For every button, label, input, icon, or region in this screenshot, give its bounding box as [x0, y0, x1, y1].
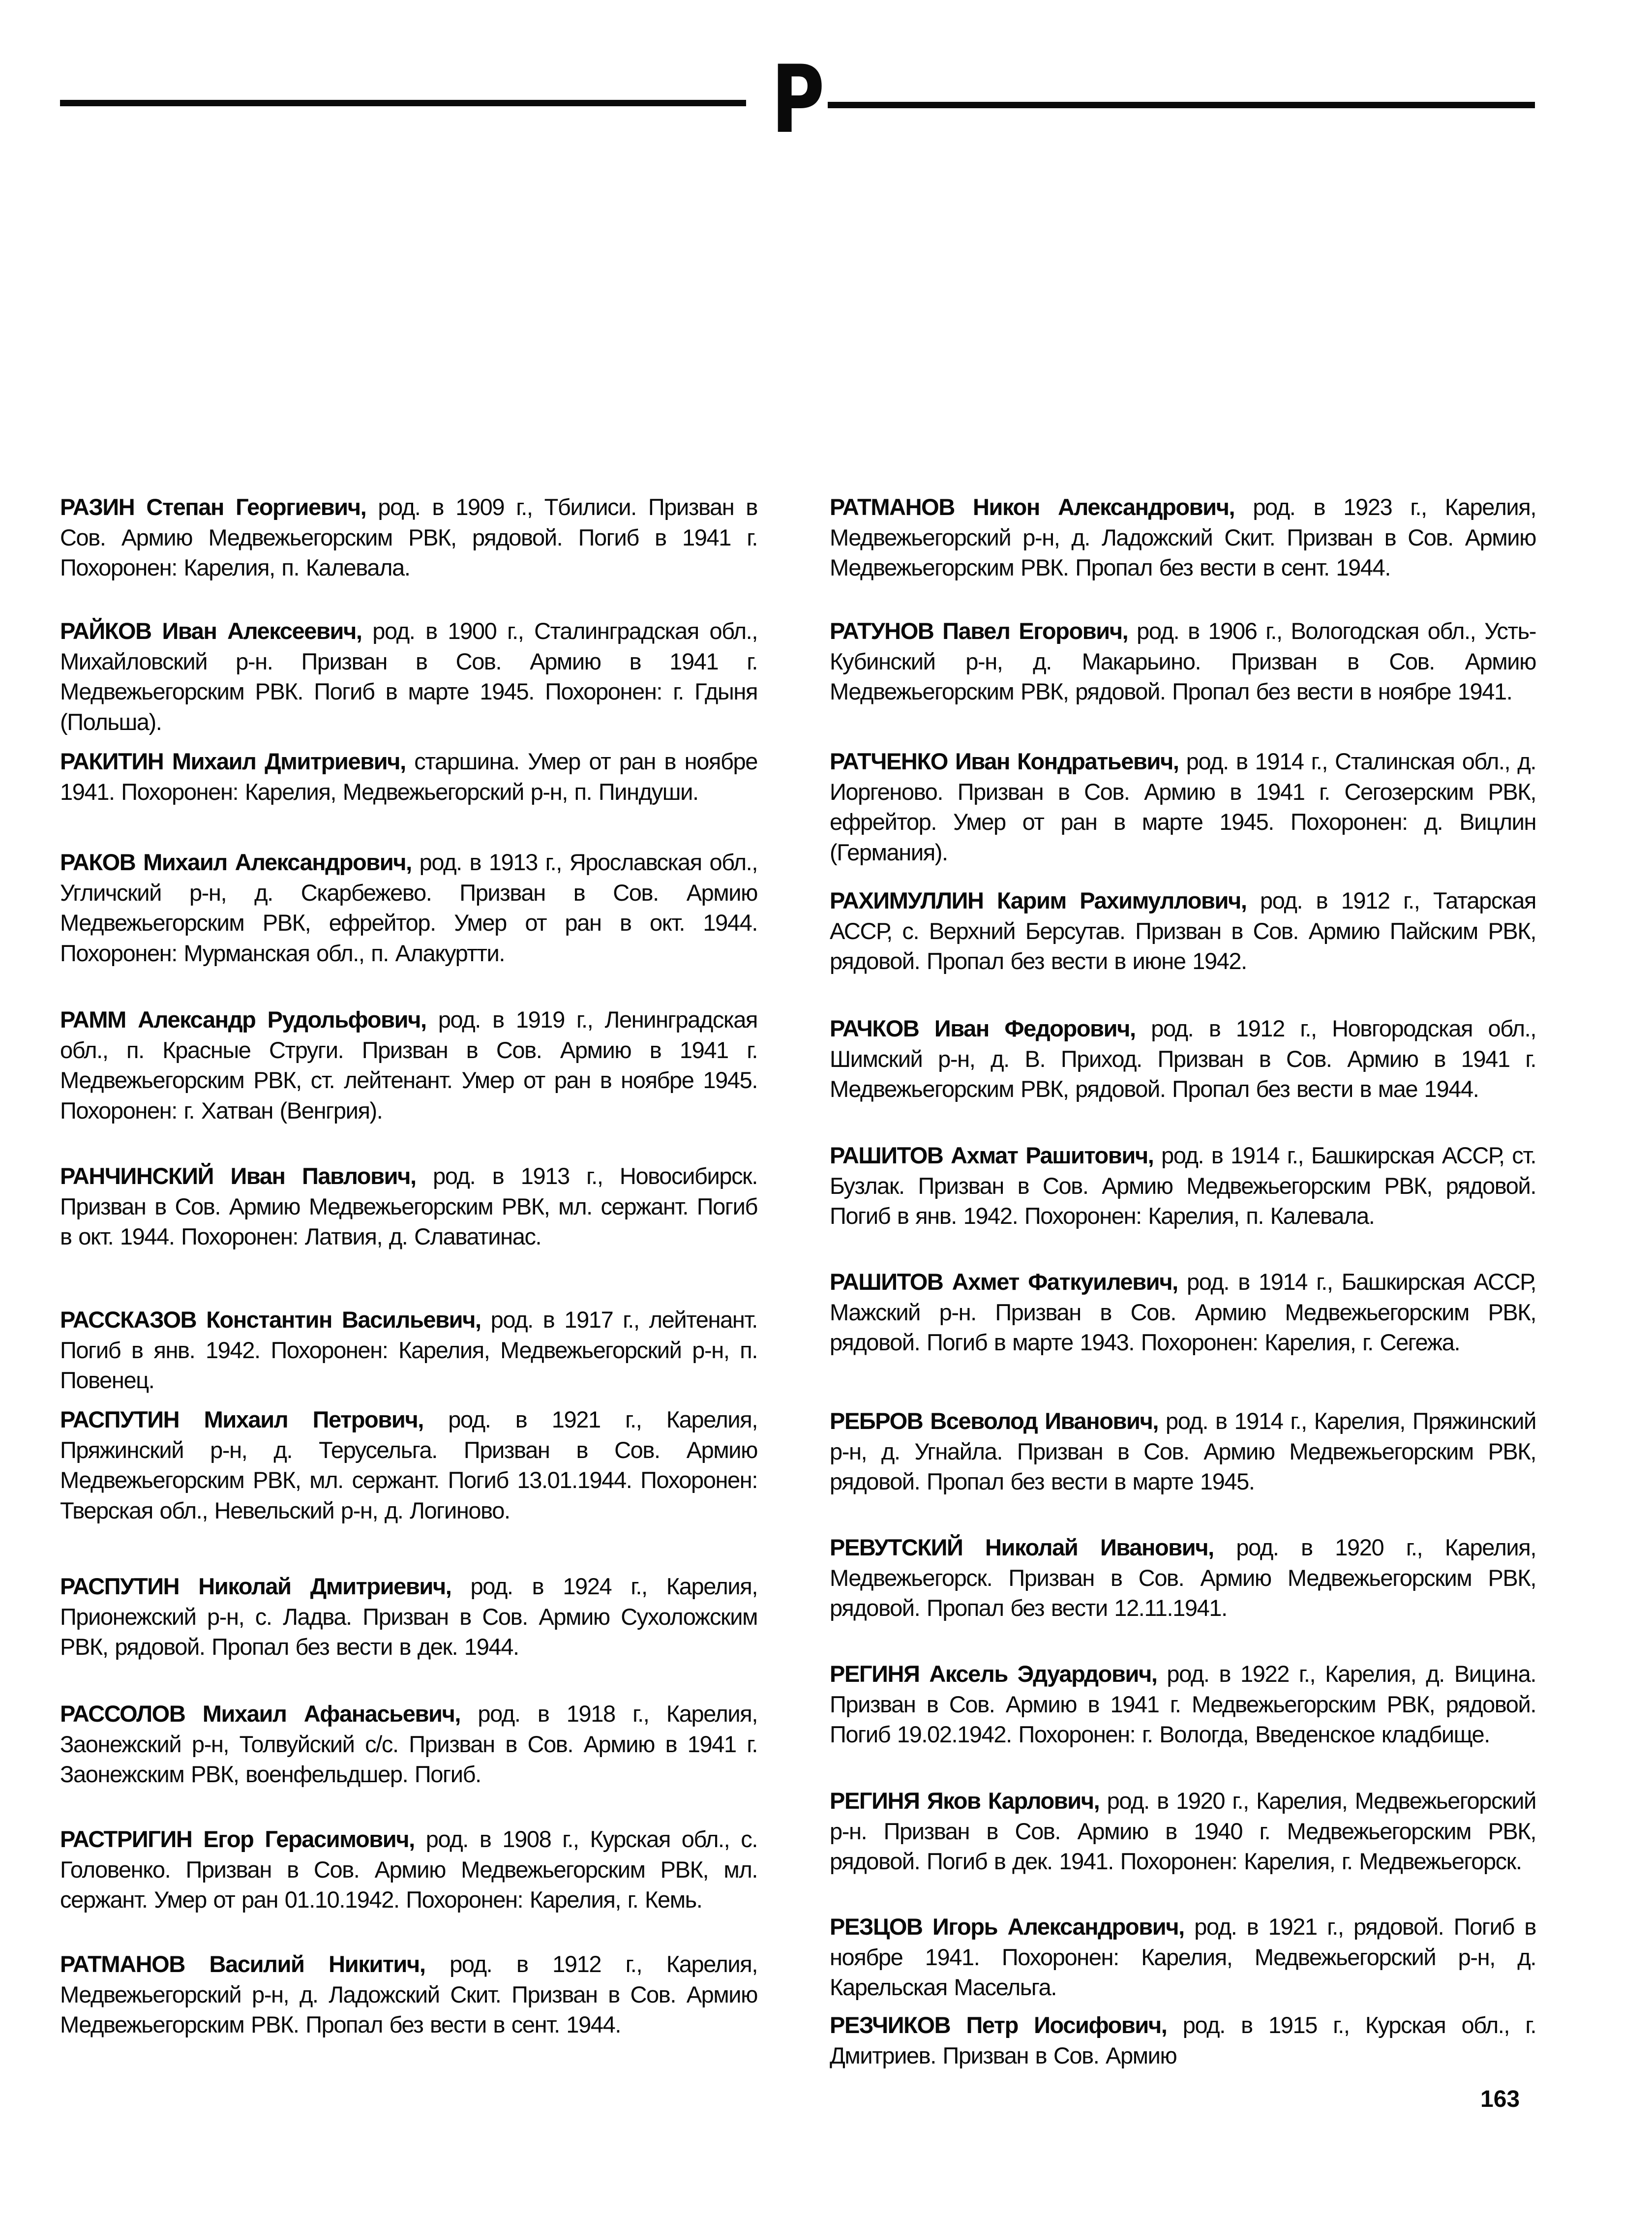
page-number: 163	[1480, 2086, 1520, 2112]
entry	[60, 1161, 757, 1252]
entry	[60, 1824, 757, 1915]
entry-text: род. в 1923 г., Карелия, Медвежьегорский р-н, д. Ладожский Скит. Призван в Сов. Армию Медвежьегорским РВК. Пропал без вести в сент. 1944.	[830, 494, 1536, 580]
entry	[60, 1699, 757, 1790]
entry-text: род. в 1920 г., Карелия, Медвежьегорский р-н. Призван в Сов. Армию в 1940 г. Медвежьегорским РВК, рядовой. Погиб в дек. 1941. Похоронен: Карелия, г. Медвежьегорск.	[830, 1788, 1536, 1874]
entry-text: род. в 1914 г., Башкирская АССР, ст. Бузлак. Призван в Сов. Армию Медвежьегорским РВК, рядовой. Погиб в янв. 1942. Похоронен: Карелия, п. Калевала.	[830, 1142, 1536, 1229]
entry-given-name: Никон Александрович,	[973, 494, 1235, 520]
entry	[60, 1305, 757, 1396]
entry	[830, 2010, 1536, 2070]
entry-surname: РЕБРОВ	[830, 1408, 923, 1434]
entry-given-name: Константин Васильевич,	[206, 1307, 481, 1333]
entry-heading	[830, 1269, 1178, 1295]
entry-text: род. в 1912 г., Татарская АССР, с. Верхний Берсутав. Призван в Сов. Армию Пайским РВК, рядовой. Пропал без вести в июне 1942.	[830, 887, 1536, 974]
entry-heading	[830, 887, 1247, 913]
entry-text: род. в 1917 г., лейтенант. Погиб в янв. 1942. Похоронен: Карелия, Медвежьегорский р-н, п. Повенец.	[60, 1307, 757, 1393]
entry-given-name: Всеволод Иванович,	[930, 1408, 1159, 1434]
entry-heading	[60, 748, 406, 774]
entry-given-name: Аксель Эдуардович,	[929, 1661, 1157, 1687]
entry-surname: РЕЗЧИКОВ	[830, 2012, 951, 2038]
entry	[60, 1571, 757, 1662]
entry-heading	[830, 1015, 1136, 1041]
entry-text: род. в 1924 г., Карелия, Прионежский р-н, с. Ладва. Призван в Сов. Армию Сухоложским РВК, рядовой. Пропал без вести в дек. 1944.	[60, 1573, 757, 1660]
entry-text: род. в 1900 г., Сталинградская обл., Михайловский р-н. Призван в Сов. Армию в 1941 г. Медвежьегорским РВК. Погиб в марте 1945. Похоронен: г. Гдыня (Польша).	[60, 618, 757, 735]
entry-heading	[830, 1534, 1214, 1560]
entry-surname: РЕВУТСКИЙ	[830, 1534, 963, 1560]
entry-text: род. в 1922 г., Карелия, д. Вицина. Призван в Сов. Армию в 1941 г. Медвежьегорским РВК, рядовой. Погиб 19.02.1942. Похоронен: г. Вологда, Введенское кладбище.	[830, 1661, 1536, 1747]
entry	[830, 1013, 1536, 1104]
entry	[60, 1404, 757, 1525]
entry-surname: РАЙКОВ	[60, 618, 151, 644]
entry-given-name: Александр Рудольфович,	[138, 1006, 426, 1033]
entry	[60, 492, 757, 583]
entry-surname: РЕГИНЯ	[830, 1788, 920, 1814]
entry-surname: РАССКАЗОВ	[60, 1307, 197, 1333]
header-rule-right	[828, 102, 1535, 108]
entry	[830, 1786, 1536, 1877]
entry-heading	[830, 494, 1234, 520]
entry-text: род. в 1913 г., Ярославская обл., Угличский р-н, д. Скарбежево. Призван в Сов. Армию Медвежьегорским РВК, ефрейтор. Умер от ран в окт. 1944. Похоронен: Мурманская обл., п. Алакуртти.	[60, 849, 757, 966]
entry-text: род. в 1915 г., Курская обл., г. Дмитриев. Призван в Сов. Армию	[830, 2012, 1536, 2068]
entry-surname: РАХИМУЛЛИН	[830, 887, 984, 913]
entry-surname: РАЧКОВ	[830, 1015, 919, 1041]
entry-given-name: Василий Никитич,	[209, 1951, 425, 1977]
entry-heading	[60, 618, 362, 644]
entry-text: род. в 1920 г., Карелия, Медвежьегорск. Призван в Сов. Армию Медвежьегорским РВК, рядовой. Пропал без вести 12.11.1941.	[830, 1534, 1536, 1621]
entry-heading	[830, 618, 1128, 644]
entry-given-name: Степан Георгиевич,	[146, 494, 366, 520]
entry-given-name: Михаил Петрович,	[204, 1406, 423, 1432]
entry-surname: РАТЧЕНКО	[830, 748, 948, 774]
entry-heading	[60, 1163, 416, 1189]
entry-text: род. в 1914 г., Карелия, Пряжинский р-н, д. Угнайла. Призван в Сов. Армию Медвежьегорским РВК, рядовой. Пропал без вести в марте 1945.	[830, 1408, 1536, 1494]
entry	[830, 616, 1536, 707]
entry-given-name: Николай Дмитриевич,	[198, 1573, 451, 1599]
entry-heading	[830, 1142, 1153, 1168]
entry	[830, 1912, 1536, 2003]
entry	[60, 1949, 757, 2040]
entry-text: род. в 1909 г., Тбилиси. Призван в Сов. Армию Медвежьегорским РВК, рядовой. Погиб в 1941 г. Похоронен: Карелия, п. Калевала.	[60, 494, 757, 580]
entry	[830, 1267, 1536, 1358]
entry-heading	[60, 1307, 481, 1333]
entry	[60, 1004, 757, 1125]
entry-given-name: Иван Кондратьевич,	[955, 748, 1179, 774]
entry-heading	[60, 1406, 423, 1432]
entry-given-name: Ахмет Фаткуилевич,	[952, 1269, 1178, 1295]
entry-surname: РАНЧИНСКИЙ	[60, 1163, 214, 1189]
header-rule-left	[60, 100, 746, 106]
entry-given-name: Ахмат Рашитович,	[951, 1142, 1154, 1168]
entry-text: род. в 1906 г., Вологодская обл., Усть-Кубинский р-н, д. Макарьино. Призван в Сов. Армию Медвежьегорским РВК, рядовой. Пропал без вести в ноябре 1941.	[830, 618, 1536, 704]
entry-text: род. в 1919 г., Ленинградская обл., п. Красные Струги. Призван в Сов. Армию в 1941 г. Медвежьегорским РВК, ст. лейтенант. Умер от ран в ноябре 1945. Похоронен: г. Хатван (Венгрия).	[60, 1006, 757, 1124]
entry-heading	[60, 1701, 460, 1727]
entry-heading	[60, 1826, 415, 1852]
entry-given-name: Михаил Александрович,	[143, 849, 412, 875]
entry-surname: РАСПУТИН	[60, 1573, 180, 1599]
entry	[830, 746, 1536, 867]
entry-surname: РЕЗЦОВ	[830, 1914, 923, 1940]
entry-heading	[60, 1006, 426, 1033]
entry-text: род. в 1918 г., Карелия, Заонежский р-н, Толвуйский с/с. Призван в Сов. Армию в 1941 г. Заонежским РВК, военфельдшер. Погиб.	[60, 1701, 757, 1787]
entry	[60, 616, 757, 737]
entry-given-name: Павел Егорович,	[942, 618, 1128, 644]
entry-surname: РАШИТОВ	[830, 1269, 943, 1295]
entry-surname: РАТМАНОВ	[60, 1951, 185, 1977]
entry-surname: РЕГИНЯ	[830, 1661, 920, 1687]
entry-surname: РАММ	[60, 1006, 126, 1033]
entry-surname: РАССОЛОВ	[60, 1701, 185, 1727]
section-letter: Р	[771, 45, 825, 154]
entry	[830, 885, 1536, 976]
entry-heading	[830, 2012, 1167, 2038]
entry-given-name: Михаил Афанасьевич,	[202, 1701, 460, 1727]
entry-text: род. в 1912 г., Карелия, Медвежьегорский р-н, д. Ладожский Скит. Призван в Сов. Армию Медвежьегорским РВК. Пропал без вести в сент. 1944.	[60, 1951, 757, 2037]
entry-text: род. в 1921 г., Карелия, Пряжинский р-н, д. Терусельга. Призван в Сов. Армию Медвежьегорским РВК, мл. сержант. Погиб 13.01.1944. Похоронен: Тверская обл., Невельский р-н, д. Логиново.	[60, 1406, 757, 1523]
entry-given-name: Иван Федорович,	[934, 1015, 1136, 1041]
entry-given-name: Николай Иванович,	[985, 1534, 1214, 1560]
entry-heading	[60, 1951, 425, 1977]
entry-heading	[60, 849, 412, 875]
entry	[60, 746, 757, 807]
entry-given-name: Иван Павлович,	[230, 1163, 416, 1189]
entry-surname: РАТМАНОВ	[830, 494, 955, 520]
entry-heading	[830, 748, 1179, 774]
entry-heading	[60, 494, 366, 520]
entry	[830, 1140, 1536, 1231]
entry	[830, 1532, 1536, 1623]
entry-surname: РАТУНОВ	[830, 618, 934, 644]
entry-given-name: Яков Карлович,	[927, 1788, 1100, 1814]
entry-text: род. в 1912 г., Новгородская обл., Шимский р-н, д. В. Приход. Призван в Сов. Армию в 1941 г. Медвежьегорским РВК, рядовой. Пропал без вести в мае 1944.	[830, 1015, 1536, 1102]
entry-text: род. в 1914 г., Башкирская АССР, Мажский р-н. Призван в Сов. Армию Медвежьегорским РВК, рядовой. Погиб в марте 1943. Похоронен: Карелия, г. Сегежа.	[830, 1269, 1536, 1355]
entry-surname: РАКИТИН	[60, 748, 164, 774]
entry-heading	[830, 1408, 1158, 1434]
entry	[830, 492, 1536, 583]
entry-heading	[60, 1573, 451, 1599]
entry-text: род. в 1914 г., Сталинская обл., д. Иоргеново. Призван в Сов. Армию в 1941 г. Сегозерским РВК, ефрейтор. Умер от ран в марте 1945. Похоронен: д. Вицлин (Германия).	[830, 748, 1536, 865]
entry-given-name: Петр Иосифович,	[966, 2012, 1167, 2038]
entry-text: род. в 1913 г., Новосибирск. Призван в Сов. Армию Медвежьегорским РВК, мл. сержант. Погиб в окт. 1944. Похоронен: Латвия, д. Славатинас.	[60, 1163, 757, 1249]
entry-given-name: Карим Рахимуллович,	[997, 887, 1247, 913]
entry-surname: РАСТРИГИН	[60, 1826, 192, 1852]
entry-surname: РАКОВ	[60, 849, 136, 875]
entry-text: старшина. Умер от ран в ноябре 1941. Похоронен: Карелия, Медвежьегорский р-н, п. Пиндуши.	[60, 748, 757, 805]
entry-given-name: Игорь Александрович,	[932, 1914, 1184, 1940]
entry	[830, 1406, 1536, 1497]
entry-given-name: Михаил Дмитриевич,	[172, 748, 406, 774]
entry	[60, 847, 757, 968]
entry-text: род. в 1921 г., рядовой. Погиб в ноябре 1941. Похоронен: Карелия, Медвежьегорский р-н, д. Карельская Масельга.	[830, 1914, 1536, 2000]
entry-heading	[830, 1788, 1099, 1814]
entry	[830, 1659, 1536, 1750]
entry-surname: РАСПУТИН	[60, 1406, 180, 1432]
entry-heading	[830, 1914, 1184, 1940]
entry-surname: РАЗИН	[60, 494, 135, 520]
entry-text: род. в 1908 г., Курская обл., с. Головенко. Призван в Сов. Армию Медвежьегорским РВК, мл. сержант. Умер от ран 01.10.1942. Похоронен: Карелия, г. Кемь.	[60, 1826, 757, 1913]
entry-given-name: Иван Алексеевич,	[162, 618, 362, 644]
entry-heading	[830, 1661, 1157, 1687]
entry-surname: РАШИТОВ	[830, 1142, 943, 1168]
entry-given-name: Егор Герасимович,	[203, 1826, 415, 1852]
